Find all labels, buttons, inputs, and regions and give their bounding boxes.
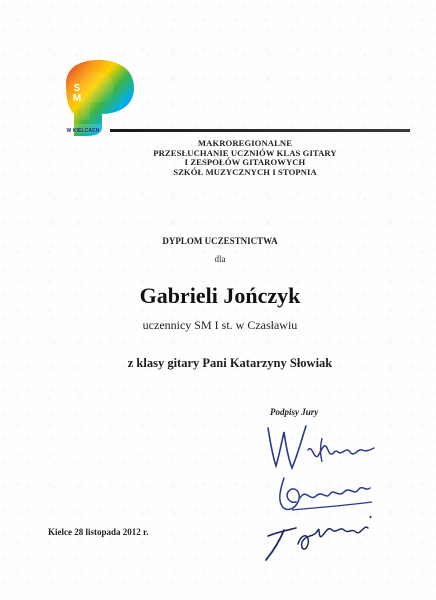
logo-caption: W KIELCACH <box>66 128 100 134</box>
signature-1 <box>262 420 392 476</box>
header-line-2: PRZESŁUCHANIE UCZNIÓW KLAS GITARY <box>153 147 337 158</box>
logo-letters: SM <box>72 83 82 104</box>
signature-3 <box>258 506 382 566</box>
header-line-1: MAKROREGIONALNE <box>197 138 293 148</box>
diploma-for-label: dla <box>214 254 226 264</box>
header-line-4: SZKÓŁ MUZYCZNYCH I STOPNIA <box>173 166 317 177</box>
place-and-date: Kielce 28 listopada 2012 r. <box>48 527 149 537</box>
event-header <box>80 139 410 177</box>
teacher-line: z klasy gitary Pani Katarzyny Słowiak <box>127 356 333 370</box>
recipient-school: uczennicy SM I st. w Czasławiu <box>142 318 298 332</box>
jury-signatures-label: Podpisy Jury <box>270 407 319 417</box>
diploma-title: DYPLOM UCZESTNICTWA <box>162 236 278 246</box>
recipient-name: Gabrieli Jończyk <box>139 283 301 308</box>
header-line-3: I ZESPOŁÓW GITAROWYCH <box>184 157 306 168</box>
header-rule <box>110 129 410 132</box>
